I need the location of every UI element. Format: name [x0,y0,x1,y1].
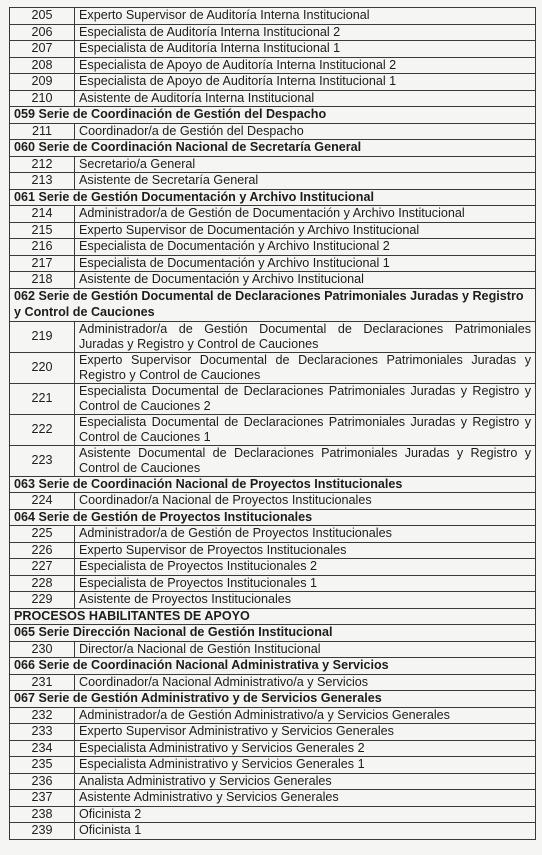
position-number: 234 [10,740,75,757]
position-row [10,641,536,658]
position-row [10,41,536,58]
position-number: 224 [10,493,75,510]
position-title: Especialista Documental de Declaraciones Patrimoniales Juradas y Registro y Control de Cauciones 2 [75,383,536,414]
position-row [10,559,536,576]
position-number: 231 [10,674,75,691]
position-title: Especialista de Proyectos Institucionales 1 [75,575,536,592]
position-number: 211 [10,123,75,140]
position-title: Asistente Documental de Declaraciones Patrimoniales Juradas y Registro y Control de Cauciones [75,445,536,476]
positions-table [9,7,536,840]
position-number: 232 [10,707,75,724]
position-title: Especialista de Apoyo de Auditoría Interna Institucional 1 [75,74,536,91]
position-title: Asistente de Auditoría Interna Institucional [75,90,536,107]
position-row [10,206,536,223]
position-row [10,321,536,352]
series-title: 066 Serie de Coordinación Nacional Administrativa y Servicios [10,658,536,675]
position-title: Asistente Administrativo y Servicios Generales [75,790,536,807]
position-number: 206 [10,24,75,41]
series-header-row [10,509,536,526]
position-title: Experto Supervisor de Documentación y Archivo Institucional [75,222,536,239]
series-header-row [10,608,536,625]
position-title: Administrador/a de Gestión Documental de Declaraciones Patrimoniales Juradas y Registro y Control de Cauciones [75,321,536,352]
position-title: Experto Supervisor de Proyectos Institucionales [75,542,536,559]
position-title: Director/a Nacional de Gestión Institucional [75,641,536,658]
position-number: 212 [10,156,75,173]
position-row [10,740,536,757]
position-row [10,222,536,239]
position-number: 239 [10,823,75,840]
position-row [10,806,536,823]
position-title: Oficinista 2 [75,806,536,823]
series-title: 067 Serie de Gestión Administrativo y de Servicios Generales [10,691,536,708]
position-title: Secretario/a General [75,156,536,173]
position-row [10,8,536,25]
position-row [10,74,536,91]
position-title: Coordinador/a Nacional Administrativo/a y Servicios [75,674,536,691]
position-row [10,156,536,173]
position-row [10,352,536,383]
position-number: 213 [10,173,75,190]
position-number: 205 [10,8,75,25]
position-title: Especialista Administrativo y Servicios Generales 1 [75,757,536,774]
position-row [10,724,536,741]
series-title: 065 Serie Dirección Nacional de Gestión Institucional [10,625,536,642]
position-title: Experto Supervisor Administrativo y Servicios Generales [75,724,536,741]
position-number: 216 [10,239,75,256]
position-title: Asistente de Documentación y Archivo Institucional [75,272,536,289]
position-row [10,239,536,256]
position-row [10,757,536,774]
position-row [10,445,536,476]
position-number: 218 [10,272,75,289]
position-number: 209 [10,74,75,91]
position-row [10,707,536,724]
series-header-row [10,476,536,493]
position-row [10,123,536,140]
position-number: 236 [10,773,75,790]
series-header-row [10,107,536,124]
position-number: 210 [10,90,75,107]
position-number: 215 [10,222,75,239]
position-number: 228 [10,575,75,592]
series-header-row [10,140,536,157]
positions-table-body [10,8,536,840]
position-title: Experto Supervisor Documental de Declaraciones Patrimoniales Juradas y Registro y Control de Cauciones [75,352,536,383]
series-title: 062 Serie de Gestión Documental de Declaraciones Patrimoniales Juradas y Registro y Control de Cauciones [10,288,536,321]
position-number: 229 [10,592,75,609]
position-row [10,592,536,609]
series-title: 059 Serie de Coordinación de Gestión del Despacho [10,107,536,124]
position-number: 237 [10,790,75,807]
position-row [10,773,536,790]
position-title: Experto Supervisor de Auditoría Interna Institucional [75,8,536,25]
position-title: Especialista de Auditoría Interna Institucional 1 [75,41,536,58]
series-title: 063 Serie de Coordinación Nacional de Proyectos Institucionales [10,476,536,493]
position-row [10,790,536,807]
series-title: PROCESOS HABILITANTES DE APOYO [10,608,536,625]
position-row [10,383,536,414]
position-title: Especialista Administrativo y Servicios Generales 2 [75,740,536,757]
position-title: Asistente de Proyectos Institucionales [75,592,536,609]
series-title: 060 Serie de Coordinación Nacional de Secretaría General [10,140,536,157]
series-title: 064 Serie de Gestión de Proyectos Institucionales [10,509,536,526]
position-title: Especialista de Proyectos Institucionales 2 [75,559,536,576]
position-number: 220 [10,352,75,383]
position-row [10,674,536,691]
series-header-row [10,658,536,675]
position-title: Especialista Documental de Declaraciones Patrimoniales Juradas y Registro y Control de Cauciones 1 [75,414,536,445]
position-title: Oficinista 1 [75,823,536,840]
position-number: 230 [10,641,75,658]
position-row [10,575,536,592]
position-number: 208 [10,57,75,74]
position-title: Especialista de Apoyo de Auditoría Interna Institucional 2 [75,57,536,74]
position-row [10,57,536,74]
position-number: 214 [10,206,75,223]
position-title: Analista Administrativo y Servicios Generales [75,773,536,790]
position-row [10,272,536,289]
position-row [10,24,536,41]
position-title: Especialista de Documentación y Archivo Institucional 2 [75,239,536,256]
position-row [10,173,536,190]
position-title: Especialista de Auditoría Interna Institucional 2 [75,24,536,41]
position-number: 233 [10,724,75,741]
position-title: Asistente de Secretaría General [75,173,536,190]
position-title: Coordinador/a Nacional de Proyectos Institucionales [75,493,536,510]
series-header-row [10,288,536,321]
series-header-row [10,625,536,642]
position-number: 222 [10,414,75,445]
position-number: 225 [10,526,75,543]
series-title: 061 Serie de Gestión Documentación y Archivo Institucional [10,189,536,206]
position-number: 238 [10,806,75,823]
position-title: Administrador/a de Gestión de Proyectos Institucionales [75,526,536,543]
position-row [10,90,536,107]
position-number: 207 [10,41,75,58]
position-row [10,823,536,840]
position-number: 227 [10,559,75,576]
position-number: 235 [10,757,75,774]
position-number: 223 [10,445,75,476]
series-header-row [10,691,536,708]
position-row [10,542,536,559]
position-number: 226 [10,542,75,559]
position-number: 219 [10,321,75,352]
position-number: 217 [10,255,75,272]
position-title: Administrador/a de Gestión de Documentación y Archivo Institucional [75,206,536,223]
position-title: Coordinador/a de Gestión del Despacho [75,123,536,140]
position-row [10,255,536,272]
position-title: Administrador/a de Gestión Administrativo/a y Servicios Generales [75,707,536,724]
series-header-row [10,189,536,206]
position-row [10,414,536,445]
position-row [10,526,536,543]
position-number: 221 [10,383,75,414]
position-title: Especialista de Documentación y Archivo Institucional 1 [75,255,536,272]
position-row [10,493,536,510]
